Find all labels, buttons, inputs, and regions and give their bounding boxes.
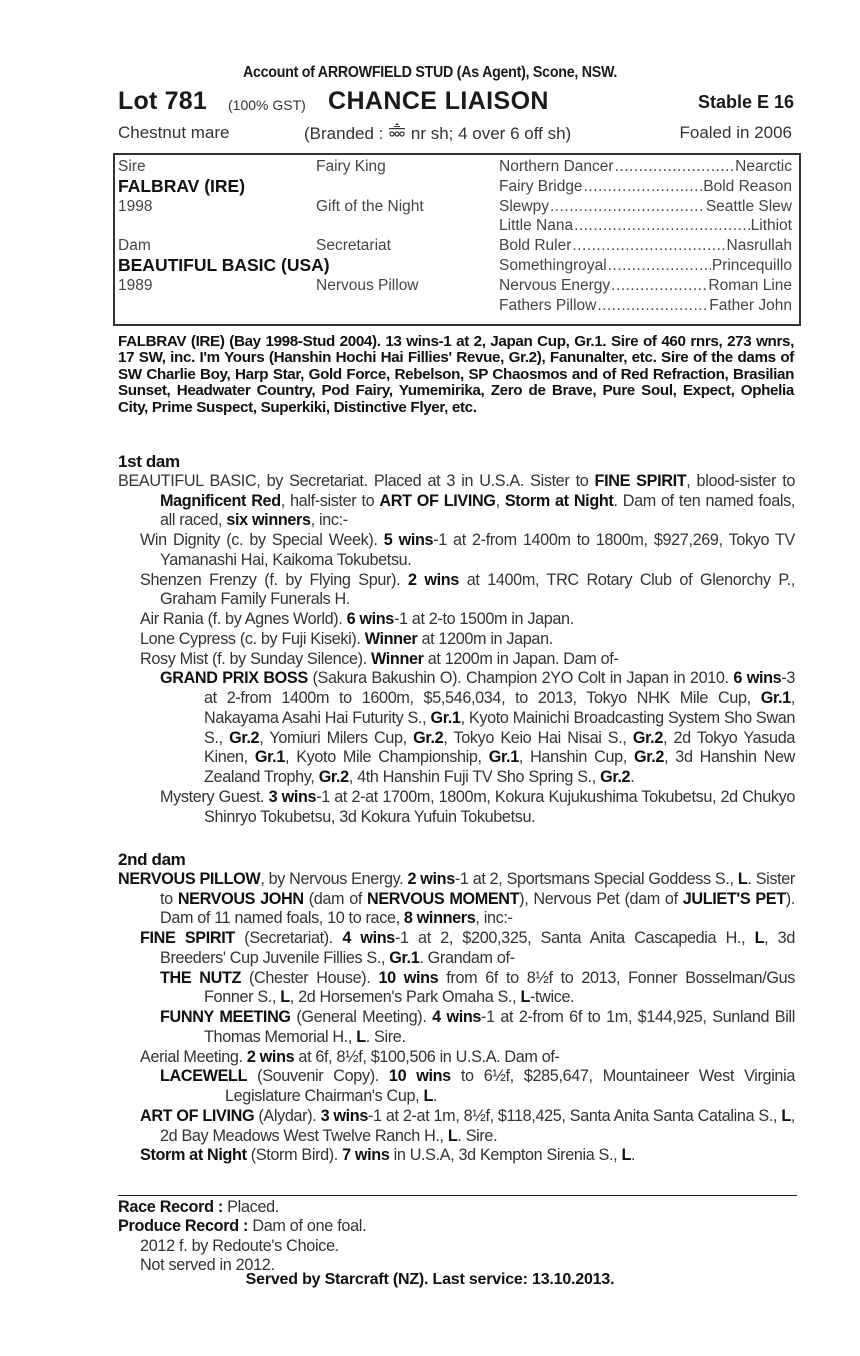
bold-text: Gr.2	[600, 768, 631, 786]
bold-text: 2 wins	[246, 1047, 295, 1066]
bold-text: 2 wins	[407, 869, 455, 888]
gst-note: (100% GST)	[228, 97, 306, 113]
text: at 6f, 8½f, $100,506 in U.S.A. Dam of-	[294, 1047, 560, 1066]
text: , 4th Hanshin Fuji TV Sho Spring S.,	[348, 768, 601, 786]
text: (dam of	[303, 889, 368, 908]
text: (Chester House).	[241, 968, 379, 987]
bold-text: JULIET'S PET	[682, 889, 786, 908]
race-record-value: Placed.	[227, 1198, 280, 1216]
family-entry	[118, 610, 795, 630]
dam-label: Dam	[118, 237, 151, 254]
bold-text: L	[621, 1146, 631, 1165]
ancestor-sire: Seattle Slew	[705, 197, 792, 215]
text: to 6½f, $285,647, Mountaineer West Virginia Legislature Chairman's Cup,	[225, 1067, 795, 1105]
text: , 2d Bay Meadows West Twelve Ranch H.,	[160, 1106, 796, 1145]
first-dam-heading: 1st dam	[118, 452, 180, 471]
produce-item: Not served in 2012.	[140, 1255, 275, 1274]
bold-text: 6 wins	[733, 669, 782, 688]
ancestor-name: Nervous Energy	[499, 276, 611, 294]
brand-prefix: (Branded :	[304, 124, 384, 143]
text: , 2d Tokyo Yasuda Kinen,	[204, 728, 796, 767]
bold-text: ART OF LIVING	[140, 1106, 255, 1125]
second-dam-section	[118, 850, 795, 1166]
text: Mystery Guest.	[160, 787, 269, 806]
text: (General Meeting).	[290, 1008, 433, 1026]
pedigree-ancestor-row	[499, 178, 792, 196]
records-section	[118, 1198, 795, 1275]
leader-dots	[615, 158, 735, 176]
text: Lone Cypress (c. by Fuji Kiseki).	[140, 629, 365, 648]
text: . Sister to	[160, 869, 795, 908]
horse-name: CHANCE LIAISON	[328, 87, 549, 115]
bold-text: Gr.2	[413, 728, 444, 747]
bold-text: Gr.1	[254, 748, 285, 767]
bold-text: Storm at Night	[140, 1146, 247, 1165]
text: from 6f to 8½f to 2013, Fonner Bosselman/Gus Fonner S.,	[204, 968, 795, 1007]
bold-text: Winner	[371, 649, 424, 668]
ancestor-name: Fathers Pillow	[499, 296, 597, 314]
text: , Kyoto Mile Championship,	[284, 748, 489, 767]
bold-text: FINE SPIRIT	[594, 471, 687, 490]
bold-text: L	[447, 1126, 458, 1145]
text: -twice.	[529, 988, 575, 1007]
text: Rosy Mist (f. by Sunday Silence).	[140, 649, 371, 668]
text: , Nakayama Asahi Hai Futurity S.,	[204, 689, 795, 727]
text: at 1400m, TRC Rotary Club of Glenorchy P., Graham Family Funerals H.	[160, 570, 795, 609]
bold-text: 3 wins	[320, 1106, 369, 1125]
bold-text: 2 wins	[408, 570, 459, 589]
bold-text: 4 wins	[342, 929, 395, 947]
produce-record-value: Dam of one foal.	[252, 1217, 367, 1236]
bold-text: Gr.2	[229, 728, 260, 747]
bold-text: Gr.1	[389, 948, 420, 967]
bold-text: 8 winners	[403, 909, 476, 928]
family-entry	[118, 1067, 795, 1107]
pedigree-ancestor-row	[499, 158, 792, 176]
text: -1 at 2, $200,325, Santa Anita Cascapedia H.,	[394, 929, 755, 947]
bold-text: THE NUTZ	[160, 968, 242, 987]
family-entry	[118, 650, 795, 670]
bold-text: L	[754, 929, 765, 947]
family-entry	[118, 969, 795, 1009]
race-record	[118, 1198, 795, 1217]
text: -1 at 2, Sportsmans Special Goddess S.,	[454, 869, 738, 888]
pedigree-ancestor-row	[499, 217, 792, 235]
text: , Yomiuri Milers Cup,	[259, 728, 414, 747]
bold-text: FINE SPIRIT	[140, 929, 235, 947]
family-entry	[118, 571, 795, 611]
text: , Kyoto Mainichi Broadcasting System Sho Swan S.,	[204, 708, 796, 747]
pedigree-ancestor-row	[499, 198, 792, 216]
bold-text: 6 wins	[346, 610, 394, 628]
bold-text: L	[781, 1106, 791, 1125]
family-entry	[118, 788, 795, 828]
bold-text: LACEWELL	[160, 1067, 248, 1086]
bold-text: L	[423, 1087, 433, 1105]
bold-text: 5 wins	[383, 531, 434, 549]
pedigree-table	[113, 153, 801, 326]
text: . Sire.	[365, 1027, 406, 1046]
family-entry	[118, 669, 795, 788]
family-entry	[118, 531, 795, 571]
text: (Secretariat).	[234, 929, 343, 947]
bold-text: NERVOUS PILLOW	[118, 869, 261, 888]
leader-dots	[608, 257, 711, 275]
bold-text: Gr.2	[318, 768, 349, 786]
bold-text: FUNNY MEETING	[160, 1008, 291, 1026]
bold-text: Gr.1	[430, 708, 461, 727]
leader-dots	[572, 237, 725, 255]
brand-mark-icon	[388, 123, 406, 141]
ancestor-name: Fairy Bridge	[499, 177, 583, 195]
ancestor-sire: Roman Line	[708, 276, 792, 294]
text: , 2d Horsemen's Park Omaha S.,	[289, 988, 521, 1007]
text: -1 at 2-from 1400m to 1800m, $927,269, Tokyo TV Yamanashi Hai, Kaikoma Tokubetsu.	[160, 531, 795, 569]
text: , inc:-	[310, 511, 348, 530]
text: . Sire.	[457, 1126, 498, 1145]
text: . Grandam of-	[419, 948, 515, 967]
bold-text: L	[356, 1027, 366, 1046]
bold-text: 3 wins	[268, 787, 317, 806]
produce-record	[118, 1217, 795, 1236]
bold-text: Storm at Night	[504, 491, 614, 510]
pedigree-ancestor-row	[499, 277, 792, 295]
text: (Storm Bird).	[246, 1146, 343, 1165]
vendor-account: Account of ARROWFIELD STUD (As Agent), Scone, NSW.	[242, 64, 618, 81]
bold-text: GRAND PRIX BOSS	[160, 669, 308, 688]
ancestor-name: Somethingroyal	[499, 257, 607, 274]
sire-label: Sire	[118, 158, 146, 175]
text: -1 at 2-at 1m, 8½f, $118,425, Santa Anita Santa Catalina S.,	[368, 1106, 782, 1125]
pedigree-ancestor-row	[499, 297, 792, 315]
pedigree-ancestor-row	[499, 237, 792, 255]
leader-dots	[584, 178, 703, 196]
text: ), Nervous Pet (dam of	[519, 889, 683, 908]
text: , Hanshin Cup,	[518, 748, 634, 767]
produce-record-label: Produce Record :	[118, 1217, 249, 1236]
ancestor-sire: Nasrullah	[726, 237, 792, 255]
bold-text: L	[737, 869, 748, 888]
ancestor-name: Northern Dancer	[499, 158, 614, 175]
text: -1 at 2-from 6f to 1m, $144,925, Sunland Bill Thomas Memorial H.,	[204, 1008, 795, 1046]
pedigree-ancestor-row	[499, 257, 792, 275]
first-dam-section	[118, 452, 795, 827]
bold-text: Magnificent Red	[160, 491, 281, 510]
bold-text: L	[280, 988, 290, 1007]
leader-dots	[574, 217, 750, 235]
ancestor-sire: Father John	[709, 296, 792, 314]
bold-text: 10 wins	[378, 968, 439, 987]
text: Aerial Meeting.	[140, 1047, 247, 1066]
second-dam-heading: 2nd dam	[118, 850, 186, 869]
bold-text: Gr.1	[760, 689, 791, 707]
ancestor-sire: Lithiot	[750, 217, 792, 235]
bold-text: six winners	[226, 511, 311, 530]
text: Air Rania (f. by Agnes World).	[140, 610, 347, 628]
text: . Dam of ten named foals, all raced,	[160, 491, 795, 530]
family-entry	[118, 472, 795, 531]
leader-dots	[597, 297, 708, 315]
divider	[118, 1195, 797, 1196]
sire-sire: Fairy King	[316, 158, 386, 175]
bold-text: L	[520, 988, 530, 1007]
sire-year: 1998	[118, 198, 153, 215]
sire-dam: Gift of the Night	[316, 198, 424, 215]
bold-text: 4 wins	[432, 1008, 482, 1026]
text: , inc:-	[475, 909, 513, 928]
dam-year: 1989	[118, 277, 153, 294]
produce-item: 2012 f. by Redoute's Choice.	[140, 1236, 339, 1255]
text: , blood-sister to	[686, 471, 795, 490]
text: -1 at 2-to 1500m in Japan.	[393, 610, 574, 628]
family-entry	[118, 870, 795, 929]
race-record-label: Race Record :	[118, 1198, 223, 1216]
text: .	[432, 1087, 438, 1105]
text: , Tokyo Keio Hai Nisai S.,	[443, 728, 633, 747]
family-entry	[118, 1146, 795, 1166]
text: .	[630, 768, 635, 786]
bold-text: Gr.2	[633, 748, 665, 767]
bold-text: 10 wins	[388, 1067, 451, 1086]
ancestor-sire: Nearctic	[735, 158, 792, 175]
bold-text: ART OF LIVING	[379, 491, 496, 510]
text: at 1200m in Japan. Dam of-	[423, 649, 619, 668]
leader-dots	[611, 277, 707, 295]
sire-name: FALBRAV (IRE)	[118, 176, 246, 196]
bold-text: NERVOUS MOMENT	[367, 889, 520, 908]
family-entry	[118, 1008, 795, 1048]
text: (Sakura Bakushin O). Champion 2YO Colt in Japan in 2010.	[307, 669, 734, 688]
bold-text: 7 wins	[342, 1146, 390, 1165]
text: , half-sister to	[280, 491, 380, 510]
text: (Souvenir Copy).	[247, 1067, 389, 1086]
foaled-year: Foaled in 2006	[679, 123, 792, 142]
bold-text: NERVOUS JOHN	[177, 889, 304, 908]
text: (Alydar).	[254, 1106, 321, 1125]
family-entry	[118, 630, 795, 650]
brand-description	[304, 123, 571, 144]
ancestor-name: Slewpy	[499, 197, 549, 215]
dam-name: BEAUTIFUL BASIC (USA)	[118, 255, 330, 275]
sire-summary: FALBRAV (IRE) (Bay 1998-Stud 2004). 13 wins-1 at 2, Japan Cup, Gr.1. Sire of 460 rnrs, 273 wnrs, 17 SW, inc. I'm Yours (Hanshin Hochi Hai Fillies' Revue, Gr.2), Fanunalter, etc. Sire of the dams of SW Charlie Boy, Harp Star, Gold Force, Rebelson, SP Chaosmos and of Red Refraction, Brasilian Sunset, Headwater Country, Pod Fairy, Yumemirika, Zero de Brave, Pure Soul, Expect, Ophelia City, Prime Suspect, Superkiki, Distinctive Flyer, etc.	[118, 333, 794, 416]
text: Win Dignity (c. by Special Week).	[140, 531, 384, 549]
service-note: Served by Starcraft (NZ). Last service: 13.10.2013.	[245, 1271, 615, 1288]
stable-number: Stable E 16	[697, 92, 794, 112]
leader-dots	[550, 198, 705, 216]
dam-dam: Nervous Pillow	[316, 277, 419, 294]
ancestor-name: Bold Ruler	[499, 237, 572, 255]
text: -3 at 2-from 1400m to 1600m, $5,546,034, to 2013, Tokyo NHK Mile Cup,	[204, 669, 795, 707]
text: BEAUTIFUL BASIC, by Secretariat. Placed at 3 in U.S.A. Sister to	[118, 471, 595, 490]
text: at 1200m in Japan.	[417, 629, 553, 648]
bold-text: Gr.2	[632, 728, 663, 747]
lot-number: Lot 781	[118, 87, 207, 115]
text: , 3d Breeders' Cup Juvenile Fillies S.,	[160, 929, 795, 967]
ancestor-sire: Bold Reason	[703, 177, 792, 195]
text: -1 at 2-at 1700m, 1800m, Kokura Kujukushima Tokubetsu, 2d Chukyo Shinryo Tokubetsu, 3d Kokura Yufuin Tokubetsu.	[204, 787, 795, 826]
ancestor-name: Little Nana	[499, 217, 574, 235]
color-sex: Chestnut mare	[118, 123, 230, 142]
text: ,	[495, 491, 505, 510]
text: , by Nervous Energy.	[260, 869, 408, 888]
text: , 3d Hanshin New Zealand Trophy,	[204, 748, 796, 786]
ancestor-sire: Princequillo	[711, 257, 792, 274]
text: in U.S.A, 3d Kempton Sirenia S.,	[389, 1146, 622, 1165]
text: .	[630, 1146, 636, 1165]
bold-text: Gr.1	[488, 748, 519, 767]
lot-header	[118, 87, 794, 117]
text: ). Dam of 11 named foals, 10 to race,	[160, 889, 795, 928]
brand-suffix: nr sh; 4 over 6 off sh)	[410, 124, 572, 143]
text: Shenzen Frenzy (f. by Flying Spur).	[140, 570, 408, 589]
family-entry	[118, 929, 795, 969]
bold-text: Winner	[364, 629, 418, 648]
family-entry	[118, 1048, 795, 1068]
family-entry	[118, 1107, 795, 1147]
dam-sire: Secretariat	[316, 237, 391, 254]
